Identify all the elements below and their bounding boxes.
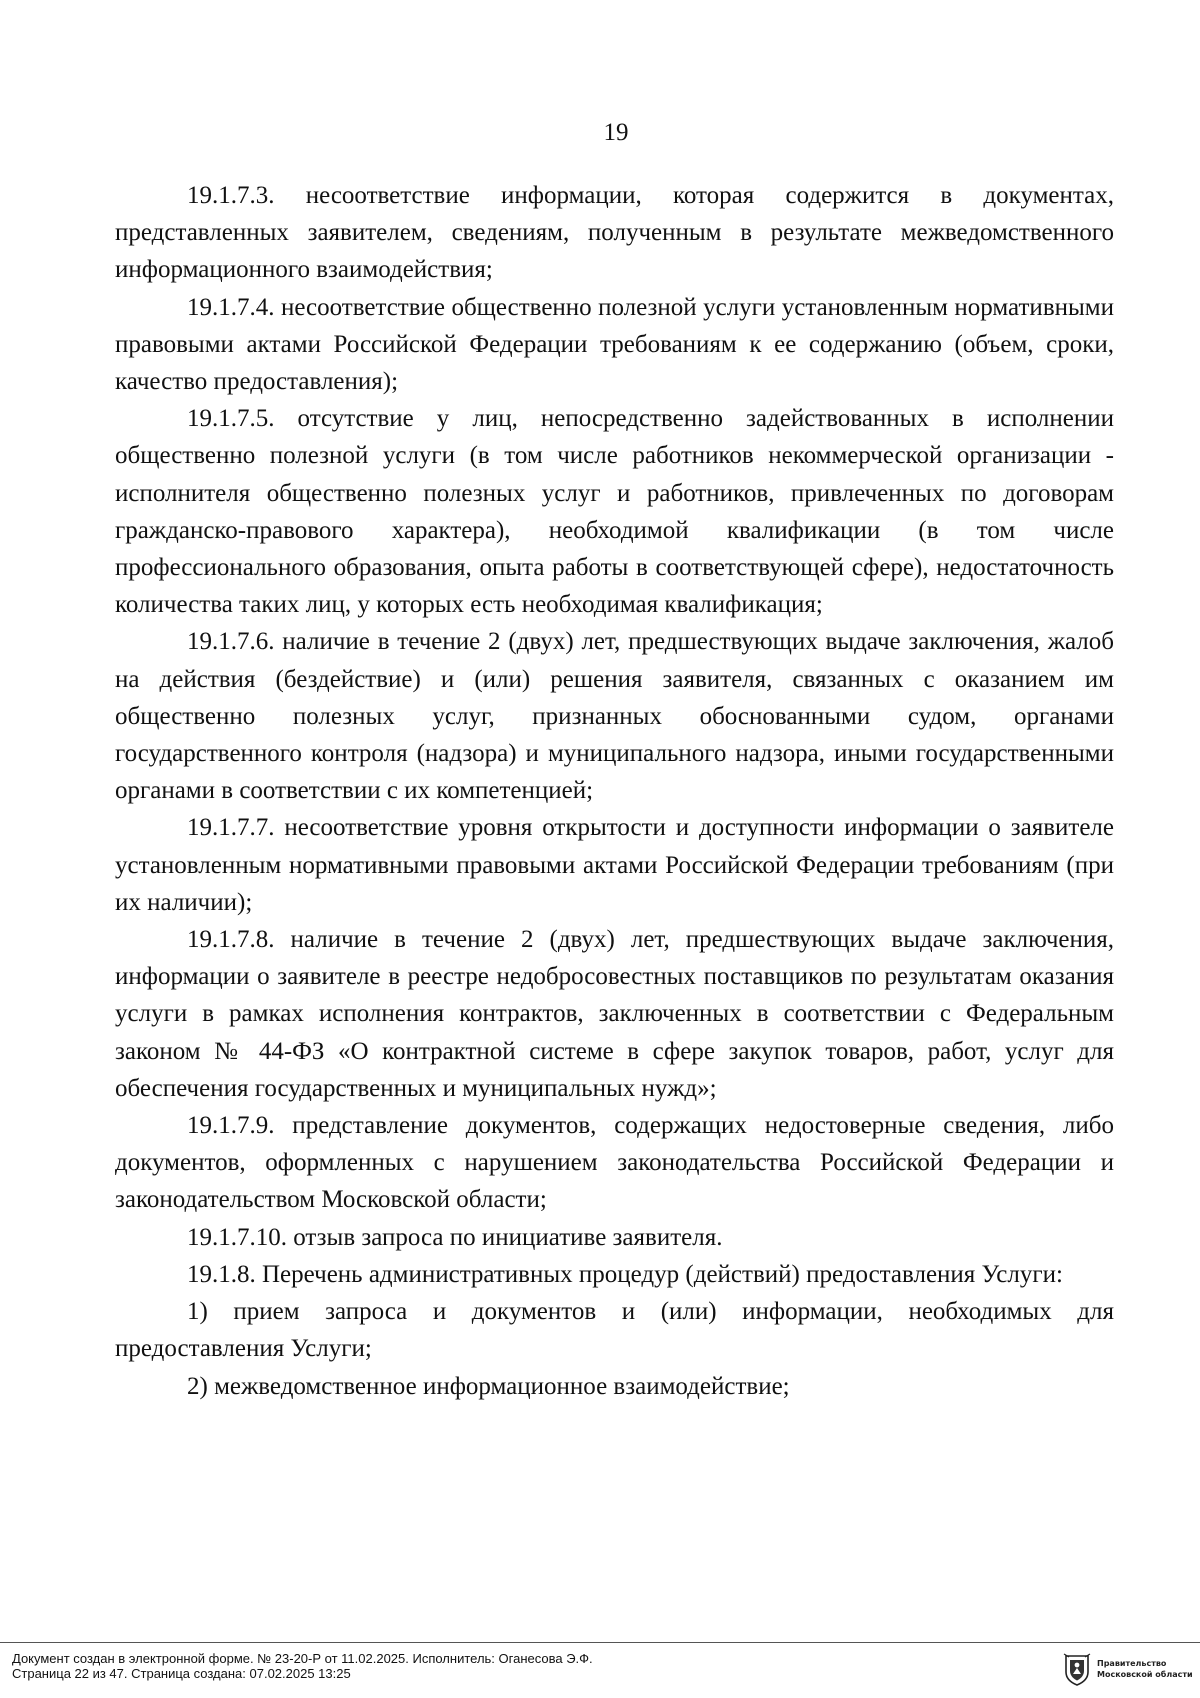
footer-page-info: Страница 22 из 47. Страница создана: 07.02.2025 13:25 bbox=[12, 1666, 351, 1681]
paragraph: 19.1.7.6. наличие в течение 2 (двух) лет, предшествующих выдаче заключения, жалоб на действия (бездействие) и (или) решения заявителя, связанных с оказанием им общественно полезных услуг, признанных обоснованными судом, органами государственного контроля (надзора) и муниципального надзора, иными государственными органами в соответствии с их компетенцией; bbox=[115, 628, 1114, 805]
footer-divider bbox=[0, 1642, 1200, 1643]
moscow-region-coat-of-arms-icon bbox=[1062, 1653, 1092, 1687]
paragraph: 1) прием запроса и документов и (или) информации, необходимых для предоставления Услуги; bbox=[115, 1298, 1114, 1363]
document-footer bbox=[0, 1642, 1200, 1698]
page-number: 19 bbox=[603, 119, 629, 146]
footer-document-info: Документ создан в электронной форме. № 23-20-Р от 11.02.2025. Исполнитель: Оганесова Э.Ф. bbox=[12, 1651, 593, 1666]
government-logo bbox=[1062, 1653, 1192, 1689]
government-logo-line: Московской области bbox=[1097, 1670, 1193, 1679]
paragraph: 19.1.7.8. наличие в течение 2 (двух) лет, предшествующих выдаче заключения, информации о заявителе в реестре недобросовестных поставщиков по результатам оказания услуги в рамках исполнения контрактов, заключенных в соответствии с Федеральным законом № 44-ФЗ «О контрактной системе в сфере закупок товаров, работ, услуг для обеспечения государственных и муниципальных нужд»; bbox=[115, 926, 1114, 1102]
paragraph: 19.1.7.7. несоответствие уровня открытости и доступности информации о заявителе установленным нормативными правовыми актами Российской Федерации требованиям (при их наличии); bbox=[115, 814, 1114, 916]
footer-metadata bbox=[12, 1651, 593, 1681]
paragraph: 19.1.7.5. отсутствие у лиц, непосредственно задействованных в исполнении общественно полезной услуги (в том числе работников некоммерческой организации - исполнителя общественно полезных услуг и работников, привлеченных по договорам гражданско-правового характера), необходимой квалификации (в том числе профессионального образования, опыта работы в соответствующей сфере), недостаточность количества таких лиц, у которых есть необходимая квалификация; bbox=[115, 405, 1114, 619]
paragraph: 19.1.7.10. отзыв запроса по инициативе заявителя. bbox=[187, 1223, 723, 1251]
paragraph: 19.1.7.9. представление документов, содержащих недостоверные сведения, либо документов, оформленных с нарушением законодательства Российской Федерации и законодательством Московской области; bbox=[115, 1112, 1114, 1214]
document-body bbox=[115, 177, 1114, 1405]
paragraph: 19.1.7.4. несоответствие общественно полезной услуги установленным нормативными правовыми актами Российской Федерации требованиям к ее содержанию (объем, сроки, качество предоставления); bbox=[115, 293, 1114, 396]
government-logo-line: Правительство bbox=[1097, 1659, 1167, 1668]
paragraph: 2) межведомственное информационное взаимодействие; bbox=[187, 1372, 790, 1400]
paragraph: 19.1.7.3. несоответствие информации, которая содержится в документах, представленных заявителем, сведениям, полученным в результате межведомственного информационного взаимодействия; bbox=[115, 182, 1114, 284]
government-logo-text bbox=[1097, 1658, 1193, 1680]
paragraph: 19.1.8. Перечень административных процедур (действий) предоставления Услуги: bbox=[187, 1260, 1063, 1288]
